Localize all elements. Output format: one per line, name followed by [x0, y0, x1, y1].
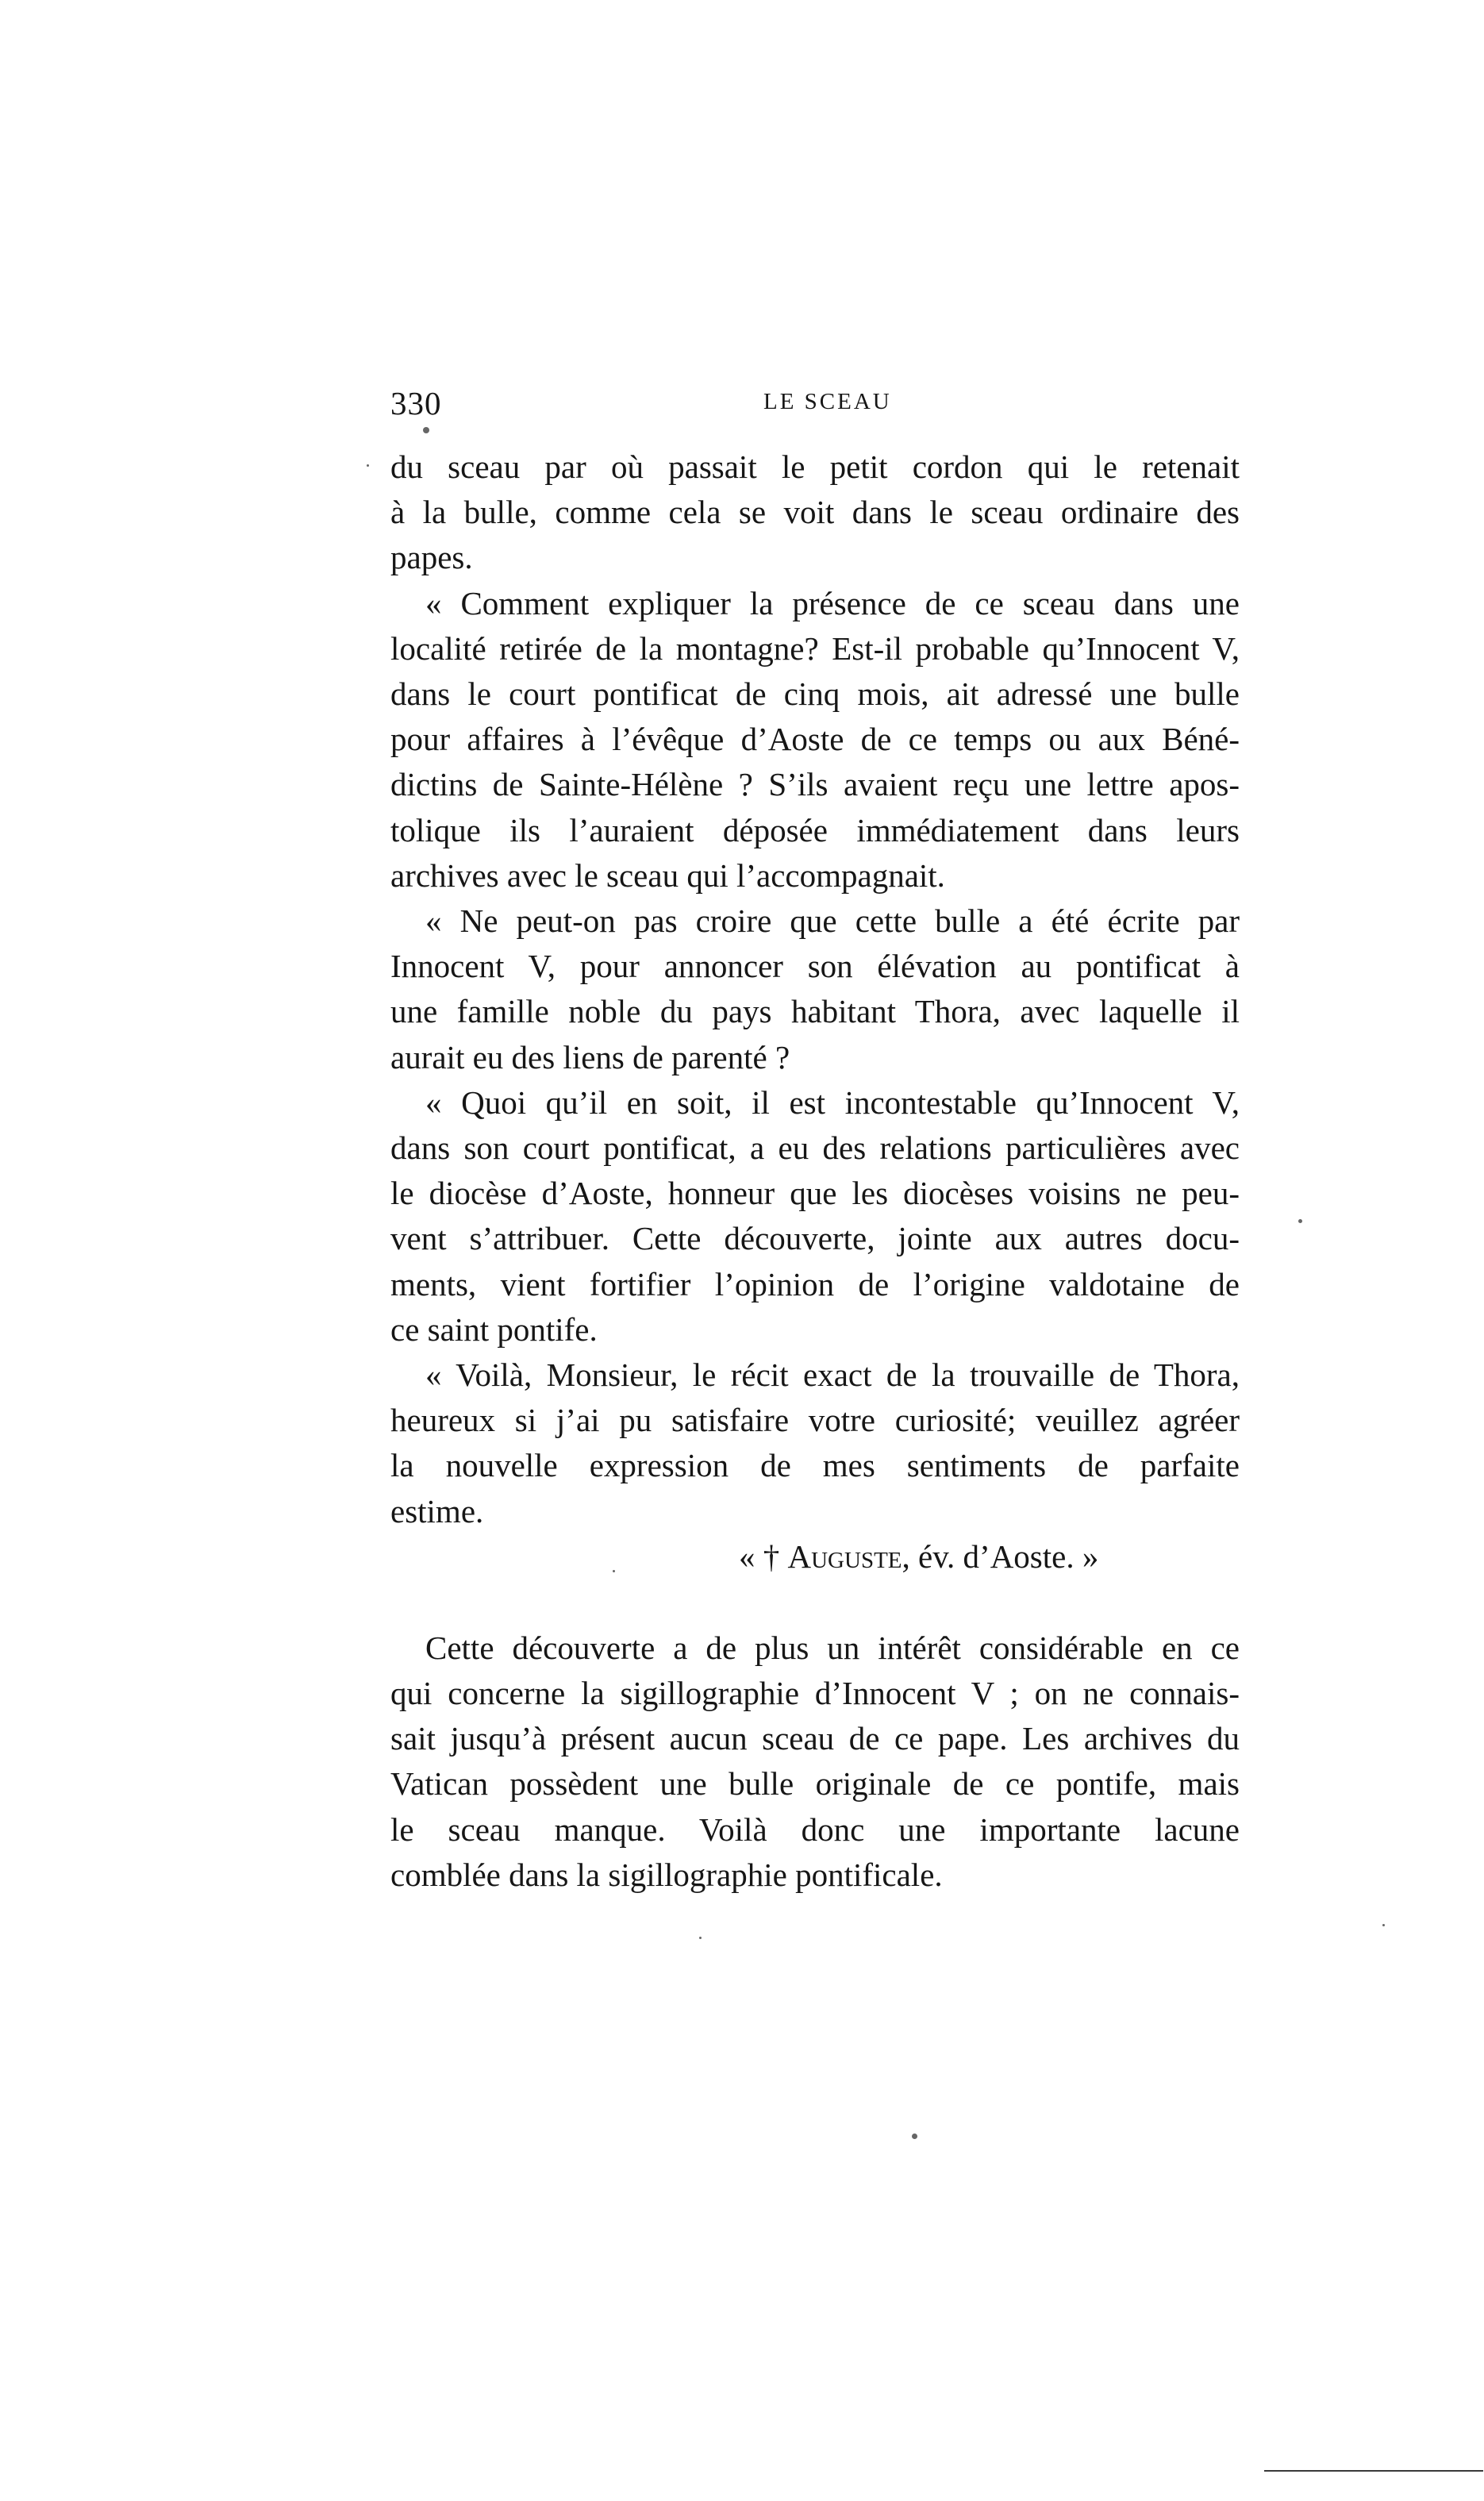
text-line: estime.: [390, 1492, 484, 1529]
text-line: « Ne peut-on pas croire que cette bulle a été écrite par: [425, 902, 1240, 940]
signature-name: Auguste: [787, 1537, 902, 1575]
paragraph-comment-expliquer: [390, 581, 1240, 898]
text-line: le diocèse d’Aoste, honneur que les diocèses voisins ne peu-: [390, 1175, 1240, 1212]
text-line: comblée dans la sigillographie pontificale.: [390, 1856, 943, 1893]
paragraph-sceau-cordon: [390, 444, 1240, 581]
text-line: dans le court pontificat de cinq mois, ait adressé une bulle: [390, 675, 1240, 713]
body-text: [390, 444, 1240, 1898]
text-line: localité retirée de la montagne? Est-il probable qu’Innocent V,: [390, 629, 1240, 667]
text-line: qui concerne la sigillographie d’Innocent V ; on ne connais-: [390, 1675, 1240, 1712]
text-line: Cette découverte a de plus un intérêt considérable en ce: [425, 1629, 1240, 1666]
bottom-rule: [1264, 2470, 1483, 2472]
scan-speck: [699, 1937, 702, 1939]
page-number: 330: [390, 385, 442, 421]
paragraph-spacer: [390, 1579, 1240, 1626]
text-line: la nouvelle expression de mes sentiments de parfaite: [390, 1447, 1240, 1484]
text-line: ce saint pontife.: [390, 1310, 598, 1348]
text-line: vent s’attribuer. Cette découverte, jointe aux autres docu-: [390, 1220, 1240, 1257]
scan-speck: [613, 1570, 615, 1572]
scan-speck: [1298, 1219, 1302, 1223]
scan-speck: [423, 427, 429, 433]
text-line: aurait eu des liens de parenté ?: [390, 1038, 790, 1075]
text-line: du sceau par où passait le petit cordon qui le retenait: [390, 448, 1240, 485]
text-line: dictins de Sainte-Hélène ? S’ils avaient reçu une lettre apos-: [390, 766, 1240, 803]
letter-signature: [739, 1534, 1240, 1579]
signature-open: « †: [739, 1537, 788, 1575]
scan-speck: [367, 464, 369, 467]
text-line: à la bulle, comme cela se voit dans le sceau ordinaire des: [390, 494, 1240, 531]
signature-title: , év. d’Aoste. »: [902, 1537, 1099, 1575]
paragraph-sigillographie: [390, 1626, 1240, 1898]
text-line: « Quoi qu’il en soit, il est incontestable qu’Innocent V,: [425, 1083, 1240, 1121]
text-line: une famille noble du pays habitant Thora, avec laquelle il: [390, 993, 1240, 1030]
text-line: Innocent V, pour annoncer son élévation au pontificat à: [390, 948, 1240, 985]
scan-speck: [912, 2134, 917, 2139]
text-line: archives avec le sceau qui l’accompagnait.: [390, 856, 945, 894]
page-header: [390, 384, 1240, 432]
text-line: sait jusqu’à présent aucun sceau de ce pape. Les archives du: [390, 1720, 1240, 1757]
text-line: « Comment expliquer la présence de ce sceau dans une: [425, 584, 1240, 621]
text-line: le sceau manque. Voilà donc une importante lacune: [390, 1810, 1240, 1848]
text-line: heureux si j’ai pu satisfaire votre curiosité; veuillez agréer: [390, 1402, 1240, 1439]
text-line: papes.: [390, 539, 473, 576]
text-line: dans son court pontificat, a eu des relations particulières avec: [390, 1129, 1240, 1167]
text-line: Vatican possèdent une bulle originale de ce pontife, mais: [390, 1765, 1240, 1803]
text-line: ments, vient fortifier l’opinion de l’origine valdotaine de: [390, 1265, 1240, 1302]
paragraph-quoi-quil: [390, 1080, 1240, 1352]
text-line: « Voilà, Monsieur, le récit exact de la trouvaille de Thora,: [425, 1356, 1240, 1394]
text-line: tolique ils l’auraient déposée immédiatement dans leurs: [390, 811, 1240, 848]
running-title: LE SCEAU: [763, 389, 892, 414]
text-line: pour affaires à l’évêque d’Aoste de ce temps ou aux Béné-: [390, 721, 1240, 758]
scan-speck: [1382, 1924, 1385, 1926]
paragraph-ne-peut-on: [390, 898, 1240, 1080]
paragraph-voila-monsieur: [390, 1352, 1240, 1534]
